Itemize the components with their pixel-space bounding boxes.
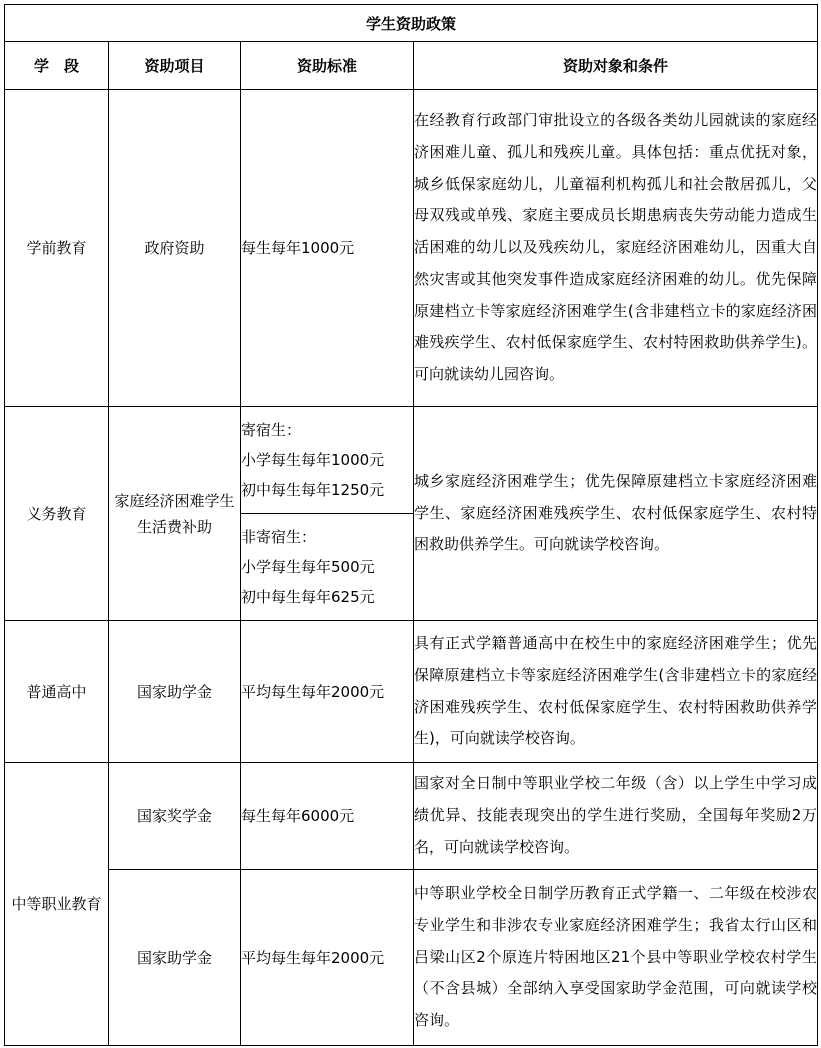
project-cell-vocational-scholarship: 国家奖学金: [109, 763, 241, 870]
table-row: [5, 621, 818, 763]
boarding-label: 寄宿生：: [241, 421, 302, 439]
header-project: 资助项目: [109, 42, 241, 90]
nonboarding-primary: 小学每生每年500元: [241, 558, 375, 576]
nonboarding-label: 非寄宿生：: [241, 528, 317, 546]
project-cell-preschool: 政府资助: [109, 90, 241, 407]
conditions-cell-vocational-scholarship: 国家对全日制中等职业学校二年级（含）以上学生中学习成绩优异、技能表现突出的学生进行奖励，全国每年奖励2万名，可向就读学校咨询。: [414, 763, 818, 870]
conditions-cell-vocational-grant: 中等职业学校全日制学历教育正式学籍一、二年级在校涉农专业学生和非涉农专业家庭经济困难学生；我省太行山区和吕梁山区2个原连片特困地区21个县中等职业学校农村学生（不含县城）全部纳入享受国家助学金范围，可向就读学校咨询。: [414, 870, 818, 1046]
conditions-cell-preschool: 在经教育行政部门审批设立的各级各类幼儿园就读的家庭经济困难儿童、孤儿和残疾儿童。具体包括：重点优抚对象，城乡低保家庭幼儿，儿童福利机构孤儿和社会散居孤儿，父母双残或单残、家庭主要成员长期患病丧失劳动能力造成生活困难的幼儿以及残疾幼儿，家庭经济困难幼儿，因重大自然灾害或其他突发事件造成家庭经济困难的幼儿。优先保障原建档立卡等家庭经济困难学生(含非建档立卡的家庭经济困难残疾学生、农村低保家庭学生、农村特困救助供养学生)。可向就读幼儿园咨询。: [414, 90, 818, 407]
table-title: 学生资助政策: [5, 5, 818, 42]
boarding-junior: 初中每生每年1250元: [241, 481, 385, 499]
project-cell-vocational-grant: 国家助学金: [109, 870, 241, 1046]
stage-cell-preschool: 学前教育: [5, 90, 109, 407]
standard-cell-vocational-scholarship: 每生每年6000元: [241, 763, 414, 870]
project-cell-compulsory: 家庭经济困难学生生活费补助: [109, 407, 241, 621]
standard-cell-highschool: 平均每生每年2000元: [241, 621, 414, 763]
header-conditions: 资助对象和条件: [414, 42, 818, 90]
standard-cell-preschool: 每生每年1000元: [241, 90, 414, 407]
table-row: [5, 90, 818, 407]
table-title-row: [5, 5, 818, 42]
conditions-cell-highschool: 具有正式学籍普通高中在校生中的家庭经济困难学生；优先保障原建档立卡等家庭经济困难学生(含非建档立卡的家庭经济困难残疾学生、农村低保家庭学生、农村特困救助供养学生)，可向就读学校咨询。: [414, 621, 818, 763]
stage-cell-vocational: 中等职业教育: [5, 763, 109, 1046]
table-row: [5, 407, 818, 514]
header-standard: 资助标准: [241, 42, 414, 90]
standard-cell-boarding: [241, 407, 414, 514]
stage-cell-compulsory: 义务教育: [5, 407, 109, 621]
header-stage: 学 段: [5, 42, 109, 90]
nonboarding-junior: 初中每生每年625元: [241, 588, 375, 606]
standard-cell-vocational-grant: 平均每生每年2000元: [241, 870, 414, 1046]
table-row: [5, 763, 818, 870]
conditions-cell-compulsory: 城乡家庭经济困难学生；优先保障原建档立卡家庭经济困难学生、家庭经济困难残疾学生、农村低保家庭学生、农村特困救助供养学生。可向就读学校咨询。: [414, 407, 818, 621]
boarding-primary: 小学每生每年1000元: [241, 451, 385, 469]
table-header-row: [5, 42, 818, 90]
project-cell-highschool: 国家助学金: [109, 621, 241, 763]
table-row: [5, 870, 818, 1046]
student-aid-policy-table: [4, 4, 818, 1046]
standard-cell-nonboarding: [241, 514, 414, 621]
stage-cell-highschool: 普通高中: [5, 621, 109, 763]
